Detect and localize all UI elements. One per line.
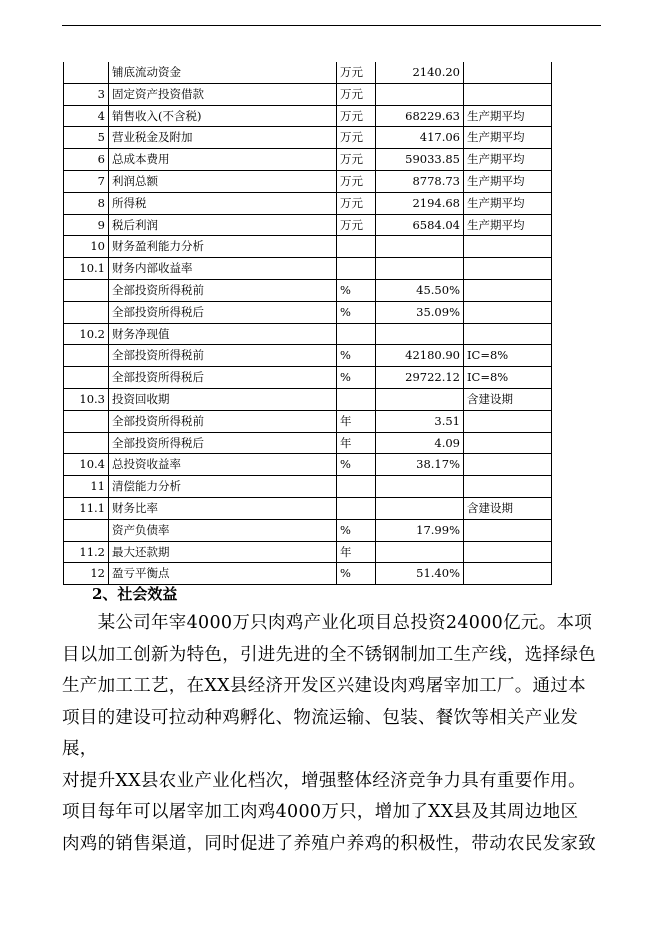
item-name-cell: 铺底流动资金 — [109, 62, 337, 83]
item-name-cell: 销售收入(不含税) — [109, 105, 337, 127]
table-row — [64, 367, 552, 389]
note-cell: 生产期平均 — [464, 149, 552, 171]
row-number-cell: 6 — [64, 149, 109, 171]
table-row — [64, 410, 552, 432]
item-name-cell: 总投资收益率 — [109, 454, 337, 476]
paragraph-line: 项目的建设可拉动种鸡孵化、物流运输、包装、餐饮等相关产业发展， — [62, 707, 579, 759]
unit-cell: % — [337, 345, 376, 367]
note-cell — [464, 62, 552, 83]
unit-cell: % — [337, 367, 376, 389]
unit-cell — [337, 258, 376, 280]
note-cell: 生产期平均 — [464, 127, 552, 149]
unit-cell — [337, 236, 376, 258]
item-name-cell: 全部投资所得税前 — [109, 345, 337, 367]
note-cell — [464, 410, 552, 432]
row-number-cell: 10.4 — [64, 454, 109, 476]
unit-cell — [337, 323, 376, 345]
table-row — [64, 301, 552, 323]
item-name-cell: 投资回收期 — [109, 388, 337, 410]
note-cell — [464, 454, 552, 476]
unit-cell: 万元 — [337, 170, 376, 192]
row-number-cell: 5 — [64, 127, 109, 149]
value-cell — [376, 388, 464, 410]
item-name-cell: 全部投资所得税前 — [109, 410, 337, 432]
table-row — [64, 519, 552, 541]
row-number-cell: 10.3 — [64, 388, 109, 410]
value-cell — [376, 476, 464, 498]
value-cell: 4.09 — [376, 432, 464, 454]
unit-cell: 年 — [337, 410, 376, 432]
row-number-cell — [64, 345, 109, 367]
header-rule — [62, 25, 601, 26]
row-number-cell: 11.1 — [64, 497, 109, 519]
value-cell: 29722.12 — [376, 367, 464, 389]
row-number-cell: 9 — [64, 214, 109, 236]
row-number-cell: 8 — [64, 192, 109, 214]
item-name-cell: 最大还款期 — [109, 541, 337, 563]
table-row — [64, 192, 552, 214]
note-cell: IC=8% — [464, 367, 552, 389]
table-row — [64, 345, 552, 367]
value-cell: 38.17% — [376, 454, 464, 476]
item-name-cell: 全部投资所得税后 — [109, 301, 337, 323]
paragraph-line: 肉鸡的销售渠道，同时促进了养殖户养鸡的积极性，带动农民发家致 — [62, 833, 596, 854]
value-cell: 42180.90 — [376, 345, 464, 367]
value-cell — [376, 258, 464, 280]
unit-cell: 万元 — [337, 127, 376, 149]
financial-indicators-table — [63, 62, 552, 585]
item-name-cell: 营业税金及附加 — [109, 127, 337, 149]
note-cell: 含建设期 — [464, 497, 552, 519]
item-name-cell: 利润总额 — [109, 170, 337, 192]
note-cell — [464, 279, 552, 301]
note-cell — [464, 258, 552, 280]
item-name-cell: 财务净现值 — [109, 323, 337, 345]
unit-cell: 万元 — [337, 83, 376, 105]
table-row — [64, 388, 552, 410]
table-row — [64, 214, 552, 236]
table-row — [64, 127, 552, 149]
row-number-cell: 10.1 — [64, 258, 109, 280]
note-cell: IC=8% — [464, 345, 552, 367]
table-row — [64, 258, 552, 280]
value-cell: 68229.63 — [376, 105, 464, 127]
table-row — [64, 563, 552, 585]
item-name-cell: 全部投资所得税后 — [109, 367, 337, 389]
paragraph-line: 目以加工创新为特色，引进先进的全不锈钢制加工生产线，选择绿色 — [62, 644, 596, 665]
note-cell — [464, 541, 552, 563]
row-number-cell: 12 — [64, 563, 109, 585]
row-number-cell — [64, 410, 109, 432]
row-number-cell — [64, 367, 109, 389]
unit-cell: % — [337, 519, 376, 541]
value-cell: 2194.68 — [376, 192, 464, 214]
unit-cell: % — [337, 279, 376, 301]
table-row — [64, 454, 552, 476]
table-row — [64, 497, 552, 519]
table-row — [64, 541, 552, 563]
row-number-cell: 10 — [64, 236, 109, 258]
table-row — [64, 279, 552, 301]
item-name-cell: 所得税 — [109, 192, 337, 214]
value-cell — [376, 83, 464, 105]
value-cell: 8778.73 — [376, 170, 464, 192]
row-number-cell: 7 — [64, 170, 109, 192]
note-cell — [464, 519, 552, 541]
section-heading: 2、社会效益 — [92, 585, 178, 603]
item-name-cell: 资产负债率 — [109, 519, 337, 541]
item-name-cell: 固定资产投资借款 — [109, 83, 337, 105]
value-cell — [376, 497, 464, 519]
item-name-cell: 税后利润 — [109, 214, 337, 236]
note-cell: 生产期平均 — [464, 214, 552, 236]
value-cell — [376, 236, 464, 258]
value-cell: 45.50% — [376, 279, 464, 301]
note-cell — [464, 432, 552, 454]
note-cell — [464, 236, 552, 258]
row-number-cell: 10.2 — [64, 323, 109, 345]
unit-cell: 万元 — [337, 62, 376, 83]
unit-cell: % — [337, 454, 376, 476]
unit-cell — [337, 476, 376, 498]
item-name-cell: 清偿能力分析 — [109, 476, 337, 498]
note-cell: 生产期平均 — [464, 170, 552, 192]
unit-cell: 万元 — [337, 192, 376, 214]
row-number-cell — [64, 432, 109, 454]
paragraph-line: 对提升XX县农业产业化档次，增强整体经济竞争力具有重要作用。 — [62, 770, 586, 791]
table-row — [64, 83, 552, 105]
unit-cell: 万元 — [337, 149, 376, 171]
note-cell — [464, 301, 552, 323]
note-cell — [464, 323, 552, 345]
unit-cell: 年 — [337, 541, 376, 563]
note-cell — [464, 83, 552, 105]
unit-cell: % — [337, 301, 376, 323]
item-name-cell: 全部投资所得税后 — [109, 432, 337, 454]
value-cell: 2140.20 — [376, 62, 464, 83]
item-name-cell: 财务比率 — [109, 497, 337, 519]
unit-cell — [337, 497, 376, 519]
row-number-cell: 11 — [64, 476, 109, 498]
unit-cell — [337, 388, 376, 410]
paragraph-line: 项目每年可以屠宰加工肉鸡4000万只，增加了XX县及其周边地区 — [62, 802, 579, 822]
row-number-cell: 4 — [64, 105, 109, 127]
table-row — [64, 323, 552, 345]
item-name-cell: 财务盈利能力分析 — [109, 236, 337, 258]
paragraph-line: 某公司年宰4000万只肉鸡产业化项目总投资24000亿元。本项 — [62, 613, 593, 633]
table-row — [64, 170, 552, 192]
note-cell — [464, 476, 552, 498]
item-name-cell: 财务内部收益率 — [109, 258, 337, 280]
row-number-cell — [64, 519, 109, 541]
value-cell: 17.99% — [376, 519, 464, 541]
value-cell: 35.09% — [376, 301, 464, 323]
item-name-cell: 盈亏平衡点 — [109, 563, 337, 585]
value-cell: 3.51 — [376, 410, 464, 432]
row-number-cell — [64, 279, 109, 301]
item-name-cell: 全部投资所得税前 — [109, 279, 337, 301]
unit-cell: 万元 — [337, 214, 376, 236]
note-cell: 含建设期 — [464, 388, 552, 410]
item-name-cell: 总成本费用 — [109, 149, 337, 171]
value-cell — [376, 541, 464, 563]
row-number-cell: 11.2 — [64, 541, 109, 563]
row-number-cell: 3 — [64, 83, 109, 105]
table-row — [64, 62, 552, 83]
value-cell — [376, 323, 464, 345]
social-benefit-paragraph — [62, 608, 602, 860]
unit-cell: 万元 — [337, 105, 376, 127]
note-cell: 生产期平均 — [464, 192, 552, 214]
note-cell: 生产期平均 — [464, 105, 552, 127]
table-row — [64, 476, 552, 498]
row-number-cell — [64, 62, 109, 83]
value-cell: 6584.04 — [376, 214, 464, 236]
table-row — [64, 105, 552, 127]
unit-cell: % — [337, 563, 376, 585]
unit-cell: 年 — [337, 432, 376, 454]
value-cell: 51.40% — [376, 563, 464, 585]
table-row — [64, 432, 552, 454]
row-number-cell — [64, 301, 109, 323]
note-cell — [464, 563, 552, 585]
table-row — [64, 236, 552, 258]
paragraph-line: 生产加工工艺，在XX县经济开发区兴建设肉鸡屠宰加工厂。通过本 — [62, 676, 586, 696]
value-cell: 417.06 — [376, 127, 464, 149]
table-row — [64, 149, 552, 171]
value-cell: 59033.85 — [376, 149, 464, 171]
